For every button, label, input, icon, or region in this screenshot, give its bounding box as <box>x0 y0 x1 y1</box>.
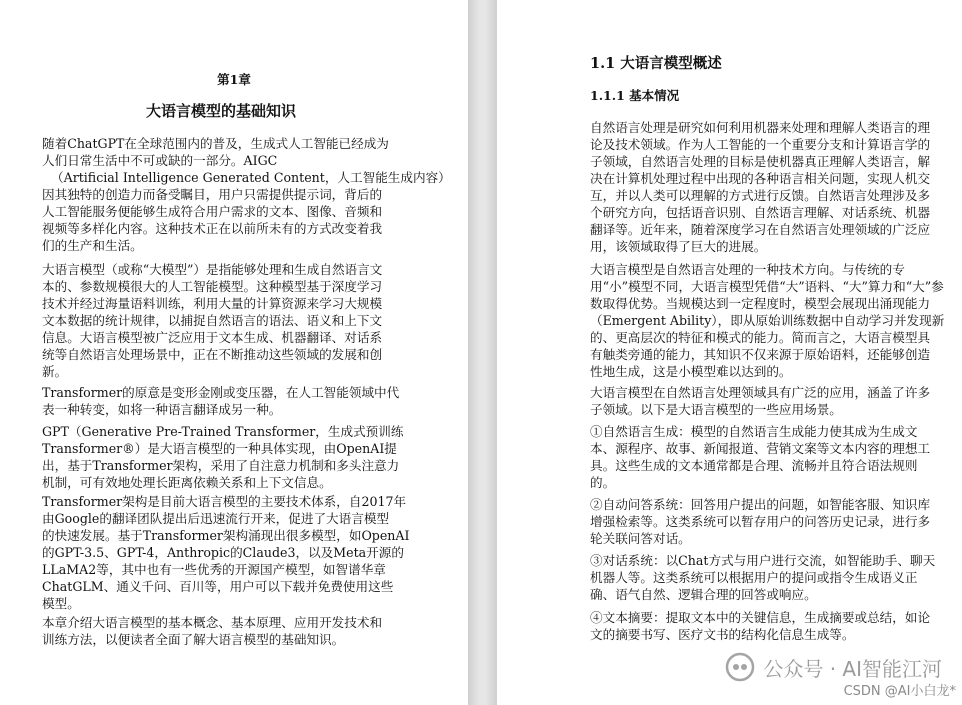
right-page-text-line: 数取得优势。当规模达到一定程度时，模型会展现出涌现能力 <box>590 296 931 311</box>
right-page-text-line: 子领域。以下是大语言模型的一些应用场景。 <box>590 402 842 417</box>
left-page <box>0 0 468 705</box>
page-gutter <box>468 0 497 705</box>
left-page-text-line: 机制，可有效地处理长距离依赖关系和上下文信息。 <box>42 475 332 490</box>
left-page-text-line: LLaMA2等，其中也有一些优秀的开源国产模型，如智谱华章 <box>42 562 386 577</box>
watermark <box>725 652 942 682</box>
left-page-text-line: 们的生产和生活。 <box>42 238 143 253</box>
right-page-text-line: 大语言模型在自然语言处理领域具有广泛的应用，涵盖了许多 <box>590 385 931 400</box>
right-page-text-line: 增强检索等。这类系统可以暂存用户的问答历史记录，进行多 <box>590 514 931 529</box>
left-page-text-line: 本章介绍大语言模型的基本概念、基本原理、应用开发技术和 <box>42 615 383 630</box>
left-page-text-line: 模型。 <box>42 596 80 611</box>
left-page-text-line: 视频等多样化内容。这种技术正在以前所未有的方式改变着我 <box>42 221 383 236</box>
right-page-text-line: 决在计算机处理过程中出现的各种语言相关问题，实现人机交 <box>590 171 931 186</box>
right-page-text-line: 用“小”模型不同，大语言模型凭借“大”语料、“大”算力和“大”参 <box>590 279 944 294</box>
right-page-text-line: 个研究方向，包括语音识别、自然语言理解、对话系统、机器 <box>590 205 931 220</box>
right-page <box>497 0 962 705</box>
section-title: 1.1 大语言模型概述 <box>590 55 722 72</box>
right-page-text-line: 自然语言处理是研究如何利用机器来处理和理解人类语言的理 <box>590 120 931 135</box>
left-page-text-line: 人们日常生活中不可或缺的一部分。AIGC <box>42 153 278 168</box>
left-page-text-line: Transformer®）是大语言模型的一种具体实现，由OpenAI提 <box>42 441 397 456</box>
right-page-text-line: 用，该领域取得了巨大的进展。 <box>590 239 767 254</box>
left-page-text-line: （Artificial Intelligence Generated Content，人工智能生成内容） <box>51 170 451 185</box>
right-page-text-line: 的、更高层次的特征和模式的能力。简而言之，大语言模型具 <box>590 330 931 345</box>
right-page-text-line: 大语言模型是自然语言处理的一种技术方向。与传统的专 <box>590 262 905 277</box>
right-page-text-line: 确、语气自然、逻辑合理的回答或响应。 <box>590 587 817 602</box>
right-page-text-line: ④文本摘要：提取文本中的关键信息，生成摘要或总结，如论 <box>590 610 931 625</box>
left-page-text-line: ChatGLM、通义千问、百川等，用户可以下载并免费使用这些 <box>42 579 394 594</box>
left-page-text-line: 统等自然语言处理场景中，正在不断推动这些领域的发展和创 <box>42 347 383 362</box>
left-page-text-line: 表一种转变，如将一种语言翻译成另一种。 <box>42 402 282 417</box>
right-page-text-line: 轮关联问答对话。 <box>590 531 691 546</box>
right-page-text-line: ③对话系统：以Chat方式与用户进行交流，如智能助手、聊天 <box>590 553 936 568</box>
left-page-text-line: 训练方法，以便读者全面了解大语言模型的基础知识。 <box>42 632 345 647</box>
wechat-official-account-icon <box>725 652 755 682</box>
watermark-text: 公众号 · AI智能江河 <box>763 656 942 681</box>
left-page-text-line: Transformer架构是目前大语言模型的主要技术体系，自2017年 <box>42 494 407 509</box>
left-page-text-line: 的GPT-3.5、GPT-4，Anthropic的Claude3，以及Meta开源的 <box>42 545 404 560</box>
right-page-text-line: 子领域，自然语言处理的目标是使机器真正理解人类语言，解 <box>590 154 931 169</box>
left-page-text-line: Transformer的原意是变形金刚或变压器，在人工智能领域中代 <box>42 385 400 400</box>
right-page-text-line: 的。 <box>590 475 616 490</box>
left-page-text-line: 文本数据的统计规律，以捕捉自然语言的语法、语义和上下文 <box>42 313 383 328</box>
right-page-text-line: 有触类旁通的能力，其知识不仅来源于原始语料，还能够创造 <box>590 347 931 362</box>
right-page-text-line: 翻译等。近年来，随着深度学习在自然语言处理领域的广泛应 <box>590 222 931 237</box>
left-page-text-line: 的快速发展。基于Transformer架构涌现出很多模型，如OpenAI <box>42 528 410 543</box>
left-page-text-line: 因其独特的创造力而备受瞩目，用户只需提供提示词，背后的 <box>42 187 383 202</box>
right-page-text-line: 互，并以人类可以理解的方式进行反馈。自然语言处理涉及多 <box>590 188 931 203</box>
right-page-text-line: 性地生成，这是小模型难以达到的。 <box>590 364 792 379</box>
left-page-text-line: 人工智能服务便能够生成符合用户需求的文本、图像、音频和 <box>42 204 383 219</box>
right-page-text-line: 具。这些生成的文本通常都是合理、流畅并且符合语法规则 <box>590 458 918 473</box>
right-page-text-line: 机器人等。这类系统可以根据用户的提问或指令生成语义正 <box>590 570 918 585</box>
right-page-text-line: ②自动问答系统：回答用户提出的问题，如智能客服、知识库 <box>590 497 931 512</box>
left-page-text-line: 信息。大语言模型被广泛应用于文本生成、机器翻译、对话系 <box>42 330 383 345</box>
chapter-title: 大语言模型的基础知识 <box>145 102 296 120</box>
left-page-text-line: 出，基于Transformer架构，采用了自注意力机制和多头注意力 <box>42 458 400 473</box>
left-page-text-line: 随着ChatGPT在全球范围内的普及，生成式人工智能已经成为 <box>42 136 389 151</box>
right-page-text-line: （Emergent Ability），即从原始训练数据中自动学习并发现新 <box>590 313 945 328</box>
left-page-text-line: 技术并经过海量语料训练，利用大量的计算资源来学习大规模 <box>42 296 383 311</box>
left-page-text-line: 本的、参数规模很大的人工智能模型。这种模型基于深度学习 <box>42 279 383 294</box>
left-page-text-line: GPT（Generative Pre-Trained Transformer，生成式预训练 <box>42 424 404 439</box>
right-page-text-line: 论及技术领域。作为人工智能的一个重要分支和计算语言学的 <box>590 137 931 152</box>
subsection-title: 1.1.1 基本情况 <box>590 88 680 103</box>
left-page-text-line: 由Google的翻译团队提出后迅速流行开来，促进了大语言模型 <box>42 511 390 526</box>
right-page-text-line: 文的摘要书写、医疗文书的结构化信息生成等。 <box>590 627 855 642</box>
right-page-text-line: ①自然语言生成：模型的自然语言生成能力使其成为生成文 <box>590 424 918 439</box>
right-page-text-line: 本、源程序、故事、新闻报道、营销文案等文本内容的理想工 <box>590 441 931 456</box>
csdn-watermark: CSDN @AI小白龙* <box>843 684 956 699</box>
chapter-number: 第1章 <box>217 72 251 87</box>
left-page-text-line: 大语言模型（或称“大模型”）是指能够处理和生成自然语言文 <box>42 262 383 277</box>
left-page-text-line: 新。 <box>42 364 68 379</box>
